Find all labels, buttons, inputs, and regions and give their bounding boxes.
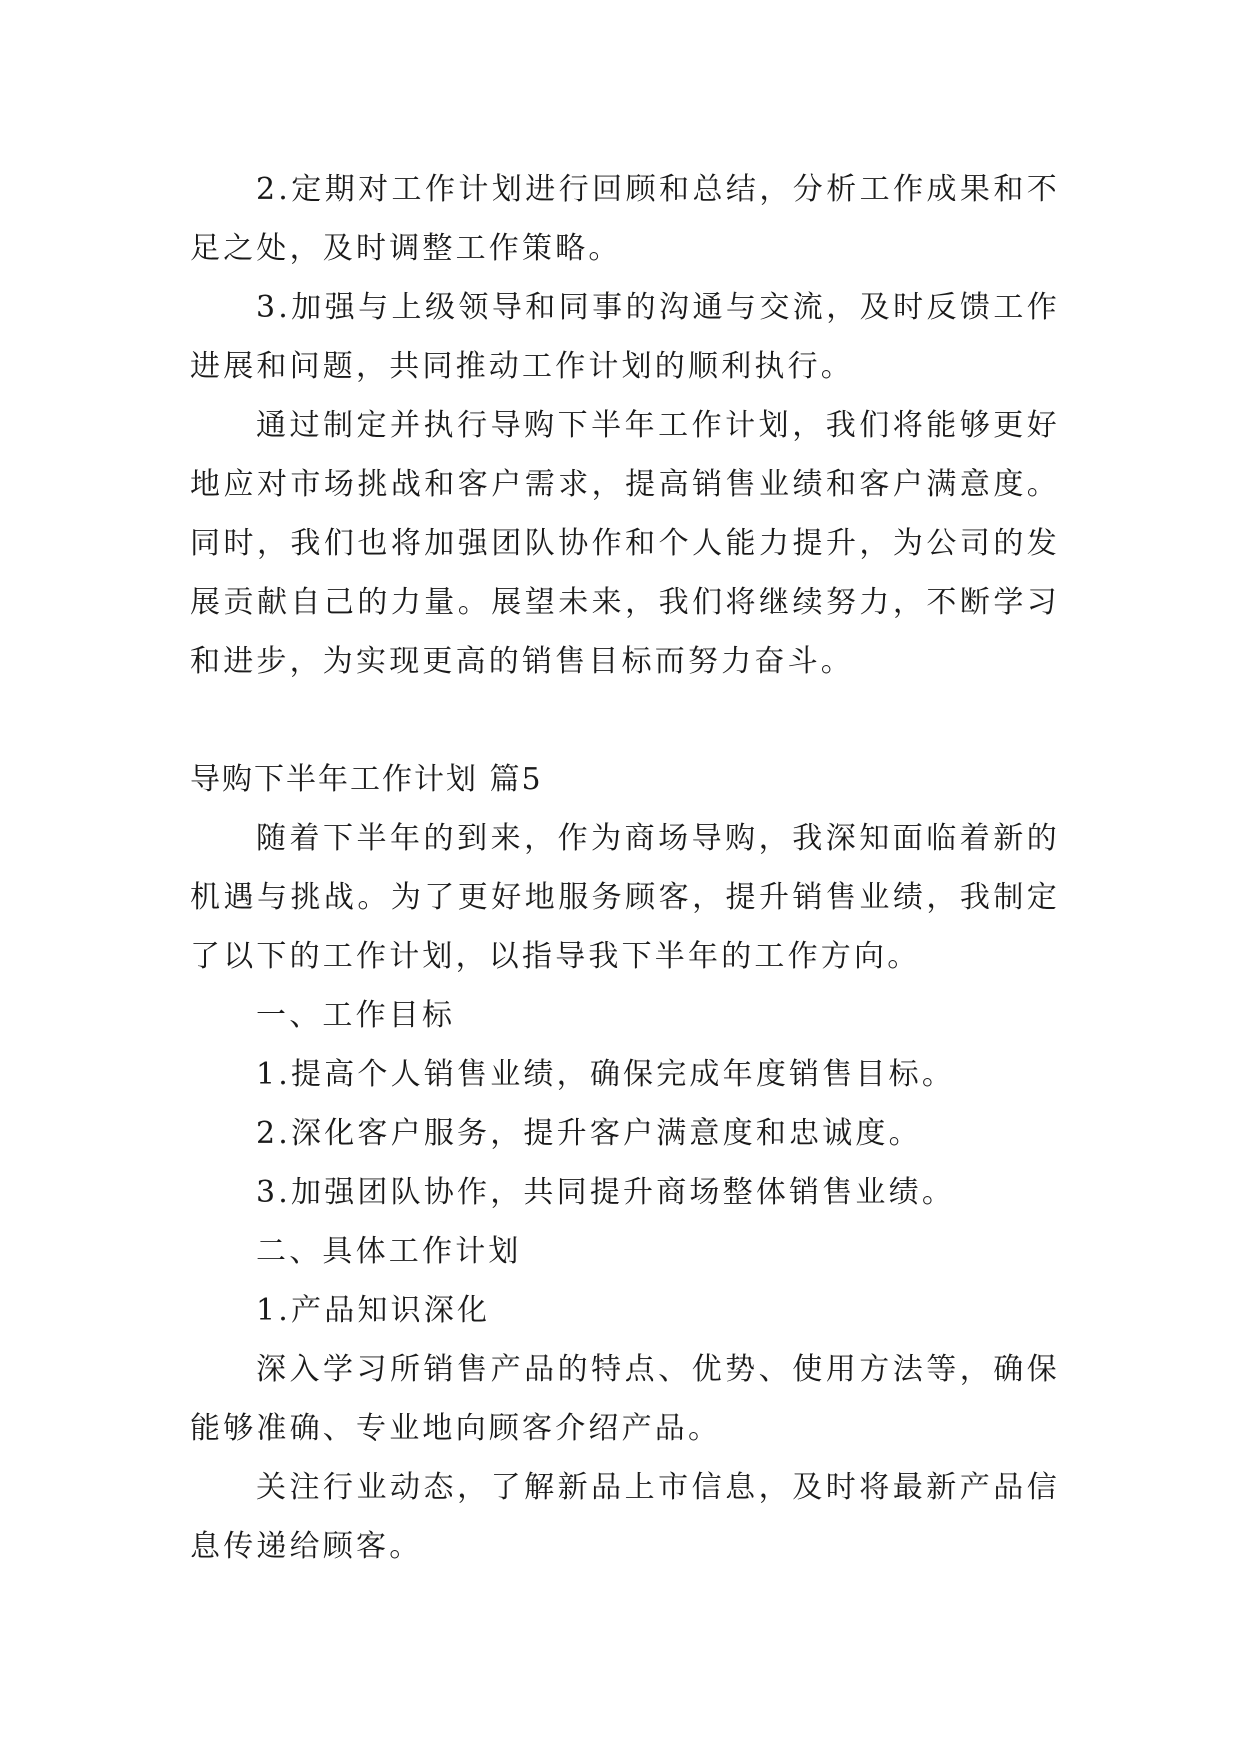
subheading-work-goals: 一、工作目标: [256, 998, 456, 1033]
section-heading: 导购下半年工作计划 篇5: [190, 762, 543, 797]
paragraph-conclusion: 通过制定并执行导购下半年工作计划，我们将能够更好地应对市场挑战和客户需求，提高销售业绩和客户满意度。同时，我们也将加强团队协作和个人能力提升，为公司的发展贡献自己的力量。展望未来，我们将继续努力，不断学习和进步，为实现更高的销售目标而努力奋斗。: [190, 408, 1060, 679]
list-item-goal-1: 1.提高个人销售业绩，确保完成年度销售目标。: [256, 1057, 956, 1092]
paragraph-industry-trends: 关注行业动态，了解新品上市信息，及时将最新产品信息传递给顾客。: [190, 1470, 1060, 1564]
paragraph-intro: 随着下半年的到来，作为商场导购，我深知面临着新的机遇与挑战。为了更好地服务顾客，提升销售业绩，我制定了以下的工作计划，以指导我下半年的工作方向。: [190, 821, 1060, 974]
list-item-product-knowledge: 1.产品知识深化: [256, 1293, 491, 1328]
document-body: [190, 160, 1060, 1576]
paragraph-product-study: 深入学习所销售产品的特点、优势、使用方法等，确保能够准确、专业地向顾客介绍产品。: [190, 1352, 1060, 1446]
list-item-goal-3: 3.加强团队协作，共同提升商场整体销售业绩。: [256, 1175, 956, 1210]
list-item-goal-2: 2.深化客户服务，提升客户满意度和忠诚度。: [256, 1116, 922, 1151]
subheading-specific-plan: 二、具体工作计划: [256, 1234, 522, 1269]
paragraph-review: 2.定期对工作计划进行回顾和总结，分析工作成果和不足之处，及时调整工作策略。: [190, 172, 1060, 266]
paragraph-communication: 3.加强与上级领导和同事的沟通与交流，及时反馈工作进展和问题，共同推动工作计划的顺利执行。: [190, 290, 1060, 384]
